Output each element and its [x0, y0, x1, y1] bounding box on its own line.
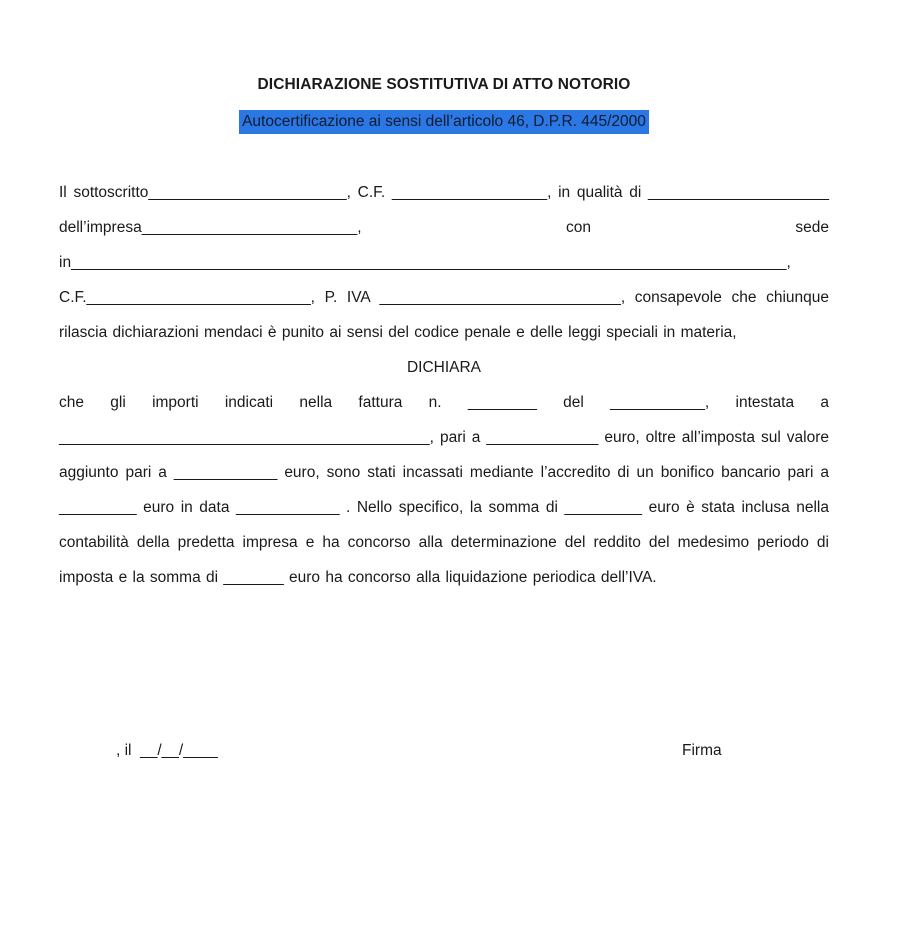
place-date-line: , il __/__/____ — [116, 742, 218, 759]
highlighted-subtitle[interactable]: Autocertificazione ai sensi dell’articolo 46, D.P.R. 445/2000 — [239, 110, 649, 134]
document-body — [59, 175, 829, 595]
declarant-paragraph: Il sottoscritto_______________________, C.F. __________________, in qualità di _____________________ dell’impresa_________________________, con sede in___________________________________________________________________________________, C.F.__________________________, P. IVA ____________________________, consapevole che chiunque rilascia dichiarazioni mendaci è punito ai sensi del codice penale e delle leggi speciali in materia, — [59, 184, 829, 341]
subtitle-container — [0, 110, 888, 134]
signature-label: Firma — [682, 742, 722, 759]
dichiara-heading: DICHIARA — [406, 359, 482, 376]
document-title: DICHIARAZIONE SOSTITUTIVA DI ATTO NOTORIO — [257, 76, 631, 93]
declaration-paragraph: che gli importi indicati nella fattura n. ________ del ___________, intestata a ___________________________________________, pari a _____________ euro, oltre all’imposta sul valore aggiunto pari a ____________ euro, sono stati incassati mediante l’accredito di un bonifico bancario pari a _________ euro in data ____________ . Nello specifico, la somma di _________ euro è stata inclusa nella contabilità della predetta impresa e ha concorso alla determinazione del reddito del medesimo periodo di imposta e la somma di _______ euro ha concorso alla liquidazione periodica dell’IVA. — [59, 394, 829, 586]
